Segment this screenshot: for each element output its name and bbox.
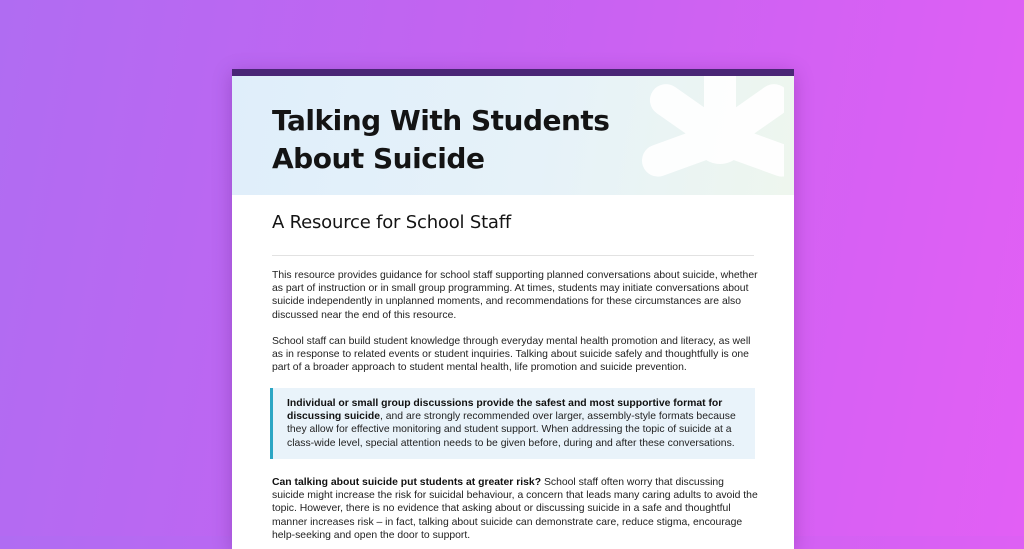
- title-line-1: Talking With Students: [272, 104, 610, 137]
- callout-rest-text: , and are strongly recommended over larger, assembly-style formats because they allow for effective monitoring and student support. When addressing the topic of suicide at a class-wide level, special attention needs to be given before, during and after these conversations.: [287, 411, 736, 449]
- callout-bold-text: Individual or small group discussions provide the safest and most supportive format for discussing suicide: [287, 398, 723, 423]
- risk-question: Can talking about suicide put students at greater risk?: [272, 477, 542, 488]
- document-subtitle: A Resource for School Staff: [272, 212, 512, 233]
- callout-text: [287, 397, 747, 450]
- top-accent-bar: [232, 69, 794, 76]
- title-line-2: About Suicide: [272, 142, 485, 175]
- risk-paragraph: [272, 476, 758, 542]
- knowledge-paragraph: School staff can build student knowledge through everyday mental health promotion and literacy, as well as in response to related events or student inquiries. Talking about suicide safely and thoughtfully is one part of a broader approach to student mental health, life promotion and suicide prevention.: [272, 336, 751, 374]
- flower-shape-icon: [634, 76, 784, 195]
- callout-box: [270, 388, 755, 459]
- document-title: [272, 102, 652, 178]
- intro-paragraph: This resource provides guidance for school staff supporting planned conversations about suicide, whether as part of instruction or in small group programming. At times, students may initiate conversations about suicide independently in unplanned moments, and recommendations for these circumstances are also discussed near the end of this resource.: [272, 270, 758, 321]
- title-banner: [232, 76, 794, 195]
- risk-answer: School staff often worry that discussing suicide might increase the risk for suicidal behaviour, a concern that leads many caring adults to avoid the topic. However, there is no evidence that asking about or discussing suicide in a safe and thoughtful manner increases risk – in fact, talking about suicide can demonstrate care, reduce stigma, encourage help-seeking and open the door to support.: [272, 477, 758, 541]
- divider: [272, 255, 754, 256]
- document-page: [232, 69, 794, 549]
